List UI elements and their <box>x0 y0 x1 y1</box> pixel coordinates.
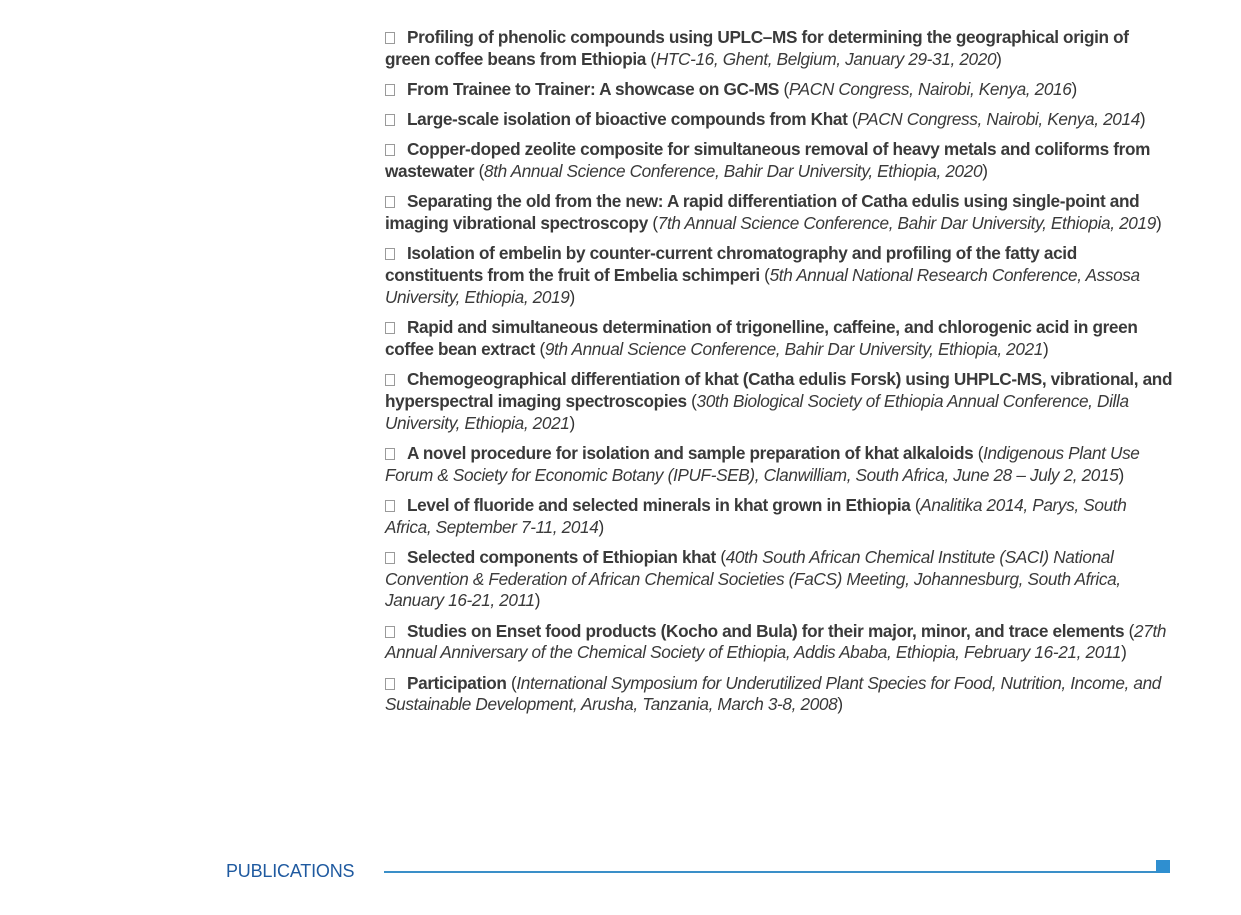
checkbox-bullet-icon <box>385 500 395 512</box>
list-item: From Trainee to Trainer: A showcase on GC-MS (PACN Congress, Nairobi, Kenya, 2016) <box>385 79 1175 101</box>
entry-venue: HTC-16, Ghent, Belgium, January 29-31, 2020 <box>655 48 997 69</box>
entry-venue: Analitika 2014, Parys, South Africa, September 7-11, 2014 <box>385 494 1127 537</box>
entry-title: Chemogeographical differentiation of khat (Catha edulis Forsk) using UHPLC-MS, vibrational, and hyperspectral imaging spectroscopies <box>385 369 1173 411</box>
entry-venue: PACN Congress, Nairobi, Kenya, 2014 <box>857 109 1140 130</box>
checkbox-bullet-icon <box>385 84 395 96</box>
entry-title: Copper-doped zeolite composite for simultaneous removal of heavy metals and coliforms from wastewater <box>385 139 1151 182</box>
section-marker-square <box>1156 860 1170 873</box>
checkbox-bullet-icon <box>385 626 395 638</box>
checkbox-bullet-icon <box>385 678 395 690</box>
entry-title: Large-scale isolation of bioactive compounds from Khat <box>407 109 848 130</box>
list-item: Selected components of Ethiopian khat (40th South African Chemical Institute (SACI) National Convention & Federation of African Chemical Societies (FaCS) Meeting, Johannesburg, South Africa, January 16-21, 2011) <box>385 546 1121 611</box>
entry-title: Isolation of embelin by counter-current chromatography and profiling of the fatty acid constituents from the fruit of Embelia schimperi <box>385 243 1077 286</box>
checkbox-bullet-icon <box>385 144 395 156</box>
checkbox-bullet-icon <box>385 448 395 460</box>
entry-title: From Trainee to Trainer: A showcase on GC-MS <box>407 78 780 99</box>
entry-title: Separating the old from the new: A rapid differentiation of Catha edulis using single-point and imaging vibrational spectroscopy <box>385 191 1140 234</box>
section-divider-line <box>384 871 1164 873</box>
list-item: Separating the old from the new: A rapid differentiation of Catha edulis using single-point and imaging vibrational spectroscopy (7th Annual Science Conference, Bahir Dar University, Ethiopia, 2019) <box>385 191 1162 234</box>
section-label-publications: PUBLICATIONS <box>226 861 355 881</box>
entry-title: Profiling of phenolic compounds using UPLC–MS for determining the geographical origin of green coffee beans from Ethiopia <box>385 27 1129 69</box>
list-item: Profiling of phenolic compounds using UPLC–MS for determining the geographical origin of green coffee beans from Ethiopia (HTC-16, Ghent, Belgium, January 29-31, 2020) <box>385 27 1129 69</box>
list-item: Large-scale isolation of bioactive compounds from Khat (PACN Congress, Nairobi, Kenya, 2014) <box>385 109 1175 131</box>
entry-venue: 5th Annual National Research Conference, Assosa University, Ethiopia, 2019 <box>385 265 1140 307</box>
entry-venue: 7th Annual Science Conference, Bahir Dar University, Ethiopia, 2019 <box>657 213 1156 234</box>
entry-venue: International Symposium for Underutilized Plant Species for Food, Nutrition, Income, and Sustainable Development, Arusha, Tanzania, March 3-8, 2008 <box>385 672 1161 715</box>
entry-title: Studies on Enset food products (Kocho and Bula) for their major, minor, and trace elements <box>407 620 1125 641</box>
checkbox-bullet-icon <box>385 322 395 334</box>
entry-venue: 40th South African Chemical Institute (SACI) National Convention & Federation of African Chemical Societies (FaCS) Meeting, Johannesburg, South Africa, January 16-21, 2011 <box>385 546 1121 611</box>
entry-title: Level of fluoride and selected minerals in khat grown in Ethiopia <box>407 494 911 515</box>
entry-venue: Indigenous Plant Use Forum & Society for Economic Botany (IPUF-SEB), Clanwilliam, South Africa, June 28 – July 2, 2015 <box>385 442 1140 485</box>
checkbox-bullet-icon <box>385 248 395 260</box>
checkbox-bullet-icon <box>385 552 395 564</box>
checkbox-bullet-icon <box>385 32 395 44</box>
list-item: Isolation of embelin by counter-current chromatography and profiling of the fatty acid constituents from the fruit of Embelia schimperi (5th Annual National Research Conference, Assosa University, Ethiopia, 2019) <box>385 243 1140 307</box>
checkbox-bullet-icon <box>385 114 395 126</box>
entry-venue: 8th Annual Science Conference, Bahir Dar University, Ethiopia, 2020 <box>483 161 983 182</box>
conference-presentations-list <box>385 27 1175 725</box>
list-item: Studies on Enset food products (Kocho and Bula) for their major, minor, and trace elements (27th Annual Anniversary of the Chemical Society of Ethiopia, Addis Ababa, Ethiopia, February 16-21, 2011) <box>385 620 1167 663</box>
entry-title: Selected components of Ethiopian khat <box>407 546 716 567</box>
list-item: Copper-doped zeolite composite for simultaneous removal of heavy metals and coliforms from wastewater (8th Annual Science Conference, Bahir Dar University, Ethiopia, 2020) <box>385 139 1151 182</box>
entry-venue: 30th Biological Society of Ethiopia Annual Conference, Dilla University, Ethiopia, 2021 <box>385 390 1129 433</box>
entry-venue: 27th Annual Anniversary of the Chemical Society of Ethiopia, Addis Ababa, Ethiopia, February 16-21, 2011 <box>385 620 1167 663</box>
entry-venue: PACN Congress, Nairobi, Kenya, 2016 <box>788 78 1072 99</box>
list-item: Chemogeographical differentiation of khat (Catha edulis Forsk) using UHPLC-MS, vibrational, and hyperspectral imaging spectroscopies (30th Biological Society of Ethiopia Annual Conference, Dilla University, Ethiopia, 2021) <box>385 369 1173 433</box>
checkbox-bullet-icon <box>385 196 395 208</box>
list-item: Level of fluoride and selected minerals in khat grown in Ethiopia (Analitika 2014, Parys, South Africa, September 7-11, 2014) <box>385 494 1127 537</box>
entry-title: A novel procedure for isolation and sample preparation of khat alkaloids <box>407 442 974 463</box>
list-item: Participation (International Symposium for Underutilized Plant Species for Food, Nutrition, Income, and Sustainable Development, Arusha, Tanzania, March 3-8, 2008) <box>385 672 1161 715</box>
entry-title: Participation <box>407 672 507 693</box>
list-item: A novel procedure for isolation and sample preparation of khat alkaloids (Indigenous Plant Use Forum & Society for Economic Botany (IPUF-SEB), Clanwilliam, South Africa, June 28 – July 2, 2015) <box>385 442 1140 485</box>
entry-title: Rapid and simultaneous determination of trigonelline, caffeine, and chlorogenic acid in green coffee bean extract <box>385 317 1138 359</box>
checkbox-bullet-icon <box>385 374 395 386</box>
entry-venue: 9th Annual Science Conference, Bahir Dar University, Ethiopia, 2021 <box>544 338 1044 359</box>
list-item: Rapid and simultaneous determination of trigonelline, caffeine, and chlorogenic acid in green coffee bean extract (9th Annual Science Conference, Bahir Dar University, Ethiopia, 2021) <box>385 317 1138 359</box>
